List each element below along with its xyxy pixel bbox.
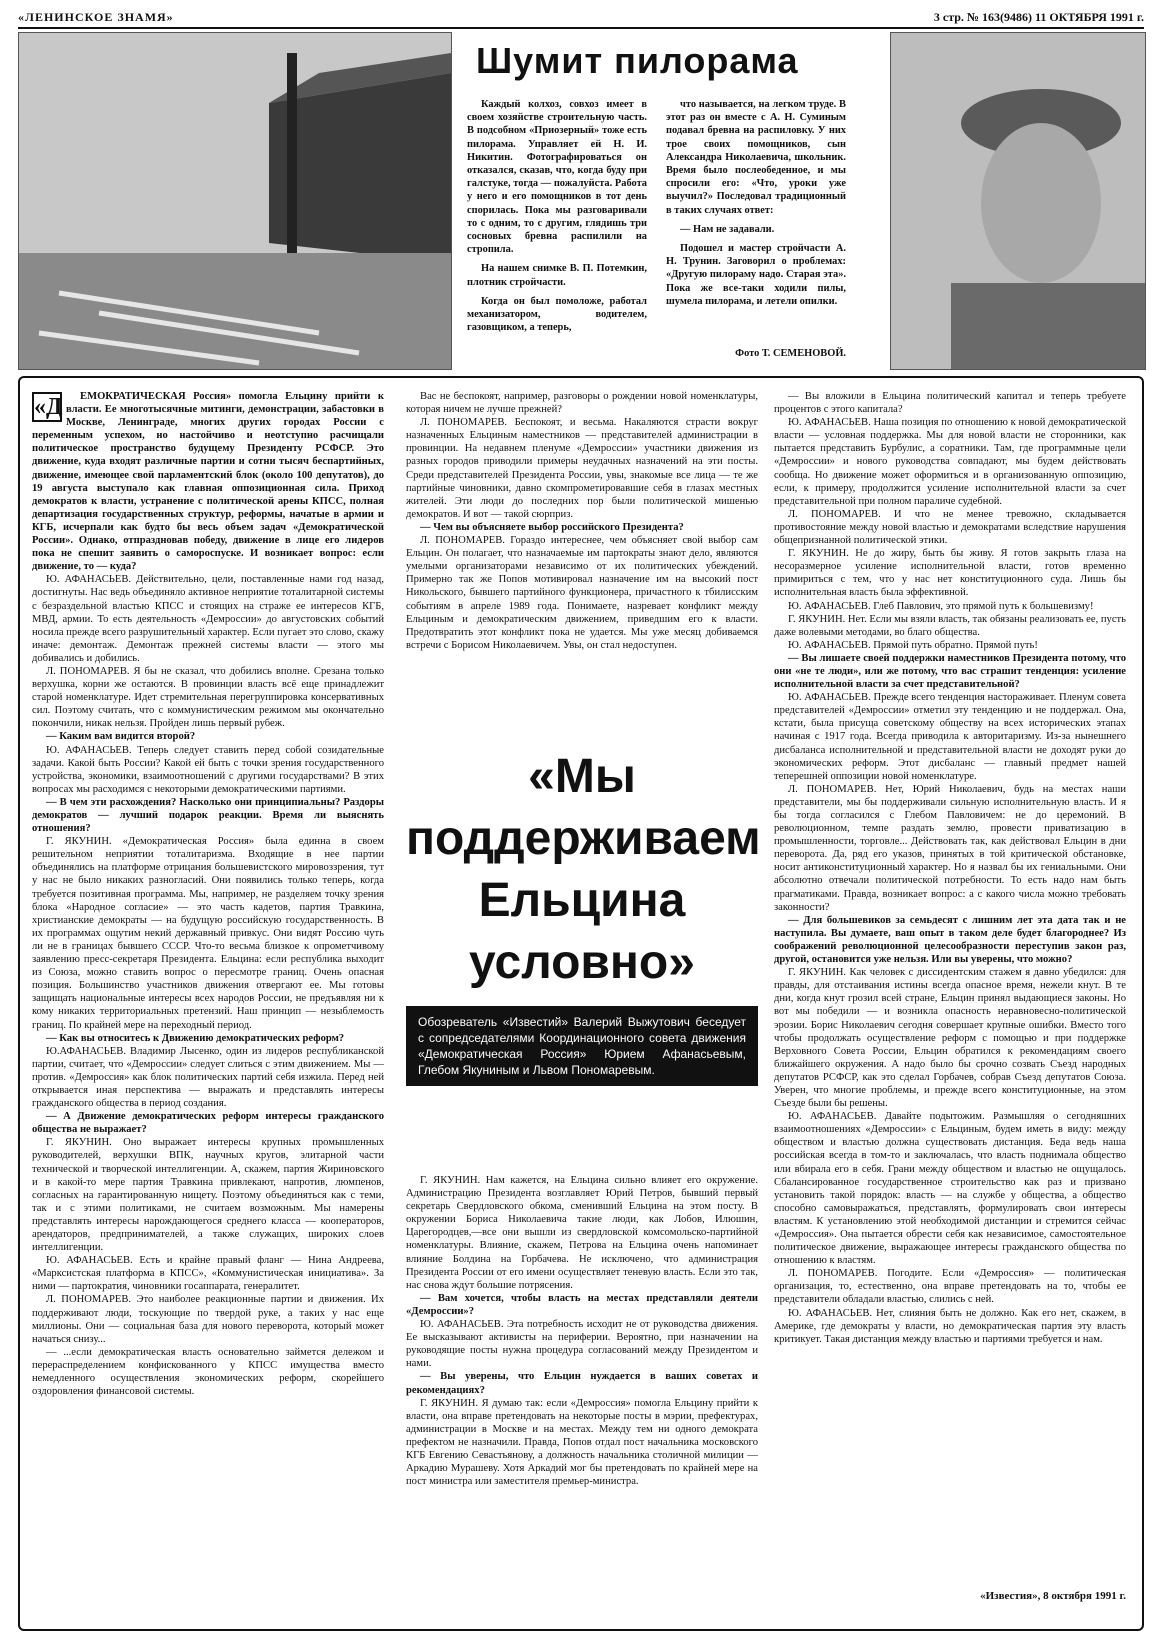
paragraph: что называется, на легком труде. В этот раз он вместе с А. Н. Суминым подавал бревна на распиловку. У них трое своих помощников, сын Александра Николаевича, школьник. Время было послеобеденное, и мы спросили его: «Что, уроки уже выучил?» Последовал традиционный в таких случаях ответ: <box>666 99 846 216</box>
interview-paragraph: Г. ЯКУНИН. Нам кажется, на Ельцина сильно влияет его окружение. Администрацию Президента возглавляет Юрий Петров, бывший первый секретарь Свердловского обкома, сменивший Ельцина на этом посту. В окружении Бориса Николаевича такие люди, как Лобов, Илюшин, Царегородцев,—все они вышли из свердловской комсомольско-партийной номенклатуры. Влияние, скажем, Петрова на Ельцина очень напоминает влияние Болдина на Горбачева. Не исключено, что администрация Президента России от его имени осуществляет теневую власть. Если это так, нас снова ждут большие потрясения. <box>406 1175 758 1291</box>
interview-paragraph: Ю. АФАНАСЬЕВ. Прямой путь обратно. Прямой путь! <box>788 639 1038 651</box>
masthead-rule <box>18 27 1144 29</box>
interview-paragraph: Г. ЯКУНИН. «Демократическая Россия» была единна в своем решительном неприятии тоталитаризма. Входящие в нее партии объединялись на платформе отрицания большевистского мировоззрения, тут у нас не было никаких разногласий. Они появились только теперь, когда требуется позитивная программа. Мы, например, не разделяем точку зрения блока «Народное согласие» — это часть кадетов, партия Травкина, христианские демократы — на будущую российскую государственность. В их программах ощутим некий державный привкус. Они видят Россию чуть ли не в границах бывшего СССР. Что-то весьма близкое к опрометчивому заявлению пресс-секретаря Президента. Ельцина: если республика выходит из Союза, можно ставить вопрос о пересмотре границ. Очень опасная позиция. Большинство участников движения отвергают ее. Мы готовы защищать национальные интересы всех народов России, не предъявляя ни к кому никаких территориальных претензий. Наш принцип — незыблемость границ. По крайней мере на переходный период. <box>32 836 384 1031</box>
interview-paragraph: Вас не беспокоят, например, разговоры о рождении новой номенклатуры, которая ничем не лучше прежней? <box>406 391 758 416</box>
interview-paragraph: Ю. АФАНАСЬЕВ. Нет, слияния быть не должно. Как его нет, скажем, в Америке, где демократы у власти, но демократическая партия эту власть критикует. Такая дистанция между властью и партиями требуется и нам. <box>774 1307 1126 1345</box>
paragraph: Подошел и мастер стройчасти А. Н. Трунин. Заговорил о проблемах: «Другую пилораму надо. Старая эта». Пока же все-таки ходили пилы, шумела пилорама, и летели опилки. <box>666 243 846 307</box>
interview-paragraph: Ю. АФАНАСЬЕВ. Теперь следует ставить перед собой созидательные задачи. Какой быть России? Какой ей быть с точки зрения государственного устройства, экономики, взаимоотношений с другими государствами? В этих вопросах мы расходимся с некоторыми демократическими партиями. <box>32 744 384 795</box>
photo-caption: На нашем снимке В. П. Потемкин, плотник стройчасти. <box>467 263 647 288</box>
photo-credit: Фото Т. СЕМЕНОВОЙ. <box>735 348 846 359</box>
interview-paragraph: Ю. АФАНАСЬЕВ. Есть и крайне правый фланг — Нина Андреева, «Марксистская платформа в КПСС», «Коммунистическая инициатива». За ними — партократия, чиновники госаппарата, генералитет. <box>32 1255 384 1293</box>
interview-paragraph: Ю. АФАНАСЬЕВ. Наша позиция по отношению к новой демократической власти — условная поддержка. Мы для новой власти не сторонники, как пытается представить Бурбулис, а соратники. Там, где программные цели «Демроссии» и нового руководства совпадают, мы будем действовать сообща. Но движение может оформиться и в организованную оппозицию, если, к примеру, продолжится усиление исполнительной власти за счет представительной при полном параличе судебной. <box>774 417 1126 507</box>
interview-question: — Каким вам видится второй? <box>46 731 196 743</box>
interview-question: — Вы лишаете своей поддержки наместников Президента потому, что они «не те люди», или же потому, что вас страшит тенденция: усиление исполнительной власти за счет представительной? <box>774 652 1126 691</box>
sawmill-article-column-2 <box>666 98 846 314</box>
interview-paragraph: Ю. АФАНАСЬЕВ. Прежде всего тенденция настораживает. Пленум совета представителей «Демроссии» отметил эту тенденцию и не поддержал. Она, кстати, была присуща советскому обществу на всех исторических этапах начиная с 1917 года. Всегда приводила к авторитаризму. Из-за нынешнего дисбаланса исполнительной и представительной власти не доходят руки до экономических реформ. Этот дисбаланс — главный предмет нашей теперешней оппозиции новой номенклатуре. <box>774 692 1126 782</box>
interview-question: — Для большевиков за семьдесят с лишним лет эта дата так и не наступила. Вы думаете, ваш опыт в таком деле будет благороднее? Из соображений революционной целесообразности переступив закон раз, другой, остановится уже нельзя. Или вы уверены, что можно? <box>774 914 1126 966</box>
interview-question: — В чем эти расхождения? Насколько они принципиальны? Раздоры демократов — лучший подарок реакции. Время ли выяснять отношения? <box>32 796 384 835</box>
interview-headline: «Мы поддерживаем Ельцина условно» <box>406 750 761 989</box>
paragraph: — Нам не задавали. <box>680 223 775 235</box>
interview-paragraph: Ю. АФАНАСЬЕВ. Эта потребность исходит не от руководства движения. Ее высказывают активисты на периферии. Вероятно, при назначении на руководящие посты нужна процедура согласований между Президентом и нами. <box>406 1319 758 1370</box>
interview-paragraph: Л. ПОНОМАРЕВ. И что не менее тревожно, складывается противостояние между новой властью и демократами вследствие нарушения общепризнанной политической этики. <box>774 508 1126 547</box>
interview-paragraph: Л. ПОНОМАРЕВ. Беспокоят, и весьма. Накаляются страсти вокруг назначенных Ельциным наместников — представителей администрации в провинции. На недавнем пленуме «Демроссии» участники движения из разных городов приводили примеры неудачных назначений на эти посты. Среди представителей Президента России, увы, знакомые все лица — те же партийные чиновники, давно скомпрометировавшие себя в глазах местных жителей. Эти люди до последних пор были политической мишенью демократов. И вот — такой сюрприз. <box>406 417 758 520</box>
interview-paragraph: — Вы вложили в Ельцина политический капитал и теперь требуете процентов с этого капитала? <box>774 391 1126 416</box>
interview-paragraph: Ю. АФАНАСЬЕВ. Глеб Павлович, это прямой путь к большевизму! <box>788 600 1094 612</box>
interview-question: — Чем вы объясняете выбор российского Президента? <box>420 521 684 533</box>
paragraph: Каждый колхоз, совхоз имеет в своем хозяйстве строительную часть. В подсобном «Приозерный» тоже есть пилорама. Управляет ей Н. И. Никитин. Фотографироваться он отказался, сказав, что, когда буду при галстуке, тогда — пожалуйста. Работа у него и его помощников в тот день спорилась. Пока мы разговаривали то с одним, то с другим, глядишь три сосновых бревна распилили на стропила. <box>467 99 647 256</box>
interview-paragraph: Л. ПОНОМАРЕВ. Гораздо интереснее, чем объясняет свой выбор сам Ельцин. Он полагает, что назначаемые им партократы знают дело, являются умелыми организаторами независимо от их политических убеждений. Примерно так же Попов мотивировал назначение им на высокий пост Никольского, бывшего партийного функционера, причастного к тбилисским событиям в апреле 1989 года. Понимаете, назревает конфликт между Ельциным и демократическим движением, приведшим его к власти. Предотвратить этот конфликт пока не удается. Мы уже месяц добиваемся встречи с Борисом Николаевичем. Увы, он стал недоступен. <box>406 535 758 651</box>
sawmill-article-column-1 <box>467 98 647 340</box>
drop-cap: «Д <box>34 394 63 420</box>
sawmill-photo <box>18 32 452 370</box>
interview-paragraph: Г. ЯКУНИН. Не до жиру, быть бы живу. Я готов закрыть глаза на несоразмерное усиление исполнительной власти, готов временно примириться с тем, что у нас нет конституционного суда. Лишь бы исполнительная власть была эффективной. <box>774 548 1126 599</box>
interview-question: ЕМОКРАТИЧЕСКАЯ Россия» помогла Ельцину прийти к власти. Ее многотысячные митинги, демонстрации, забастовки в Москве, Ленинграде, многих других городах России с переменным успехом, но настойчиво и неотступно расчищали политическое пространство будущему Президенту РСФСР. Это движение, куда входят различные партии и сотни тысяч беспартийных, движение, имеющее свой парламентский блок (около 100 депутатов), до 19 августа выступало как главная оппозиционная сила. Приход демократов к власти, устранение с политической арены КПСС, полная департизация государственных структур, реформы, начатые в армии и КГБ, исчерпали как будто бы весь объем задач «Демократической России». Однако, отпраздновав победу, движение в лице его лидеров пока не спешит заявить о самороспуске. И возникает вопрос: если движение, то — куда? <box>32 391 384 573</box>
interview-paragraph: Л. ПОНОМАРЕВ. Погодите. Если «Демроссия» — политическая организация, то, естественно, она вправе претендовать на то, чтобы ее представители обладали властью, слились с ней. <box>774 1268 1126 1306</box>
interview-paragraph: Л. ПОНОМАРЕВ. Это наиболее реакционные партии и движения. Их поддерживают люди, тоскующие по твердой руке, а таких у нас еще миллионы. Они — социальная база для нового переворота, который может начаться снизу... <box>32 1294 384 1345</box>
interview-paragraph: Г. ЯКУНИН. Я думаю так: если «Демроссия» помогла Ельцину прийти к власти, она вправе претендовать на некоторые посты в мэрии, префектурах, администрации в Москве и на местах. Между тем ни одного демократа префектом не назначили. Правда, Попов отдал пост начальника московского КГБ Евгению Севастьянову, а должность начальника столичной милиции — Аркадию Мурашеву. Хотя Аркадий мог бы претендовать по крайней мере на пост министра или заместителя премьер-министра. <box>406 1397 758 1488</box>
issue-info: 3 стр. № 163(9486) 11 ОКТЯБРЯ 1991 г. <box>933 10 1144 24</box>
interview-paragraph: Ю.АФАНАСЬЕВ. Владимир Лысенко, один из лидеров республиканской партии, считает, что «Демроссии» следует слиться с этим движением. Мы — против. «Демроссия» как блок политических партий себя изжила. Перед ней открывается иная перспектива — выражать и представлять интересы гражданского общества в период создания. <box>32 1045 384 1110</box>
interview-column-2-bottom <box>406 1174 758 1614</box>
interview-question: — Как вы относитесь к Движению демократических реформ? <box>46 1032 345 1044</box>
newspaper-name: «ЛЕНИНСКОЕ ЗНАМЯ» <box>18 10 174 24</box>
interview-paragraph: Л. ПОНОМАРЕВ. Я бы не сказал, что добились вполне. Срезана только верхушка, корни же остаются. В провинции власть всё еще принадлежит старой номенклатуре. Идет стремительная перегруппировка консервативных сил. Поэтому считать, что с коммунистическим режимом мы окончательно покончили, никак нельзя. Пройден лишь первый рубеж. <box>32 665 384 730</box>
interview-question: — А Движение демократических реформ интересы гражданского общества не выражает? <box>32 1111 384 1136</box>
interview-paragraph: Ю. АФАНАСЬЕВ. Давайте подытожим. Размышляя о сегодняшних взаимоотношениях «Демроссии» с Ельциным, будем иметь в виду: между обществом и властью должна существовать дистанция. Беда ведь наша российская всегда в том-то и заключалась, что власть поднимала общество или вбирала его в себя. Грани между обществом и властью не ощущалось. Сбалансированное государственное строительство как раз и призвано установить такой порядок: власть — на службе у общества, а общество способно самовыражаться, представлять, формулировать свои интересы властям. К установлению этой необходимой дистанции и стремится сейчас «Демроссия». Она пытается обрести себя как независимое, самостоятельное политическое движение, выражающее интересы гражданского общества по отношению к властям. <box>774 1111 1126 1267</box>
source-signoff: «Известия», 8 октября 1991 г. <box>980 1590 1126 1602</box>
sawmill-article-title: Шумит пилорама <box>476 40 799 81</box>
interview-paragraph: Г. ЯКУНИН. Оно выражает интересы крупных промышленных руководителей, верхушки ВПК, научных кругов, элитарной части технической и творческой интеллигенции. А, скажем, партия Жириновского и в какой-то мере партия Травкина привлекают, напротив, люмпенов, согласных на гарантированную нищету. Поэтому объединяться как с теми, так и с этими политиками, не считаем возможным. Мы намерены представлять интересы нарождающегося среднего класса — кооператоров, арендаторов, предпринимателей, а также служащих, широких слоев интеллигенции. <box>32 1137 384 1254</box>
interview-column-1 <box>32 390 384 1622</box>
interview-paragraph: Л. ПОНОМАРЕВ. Нет, Юрий Николаевич, будь на местах наши представители, мы бы поддерживали сильную исполнительную власть. И я бы тогда согласился с Глебом Павловичем: не до церемоний. В революционном, темпе раздать землю, провести приватизацию в промышленности, торговле... Действовать так, как действовал Ельцин в дни переворота. Да, ряд его указов, принятых в той критической обстановке, носит антиконституционный характер. Но я назвал бы их гениальными. Они абсолютно отвечали политической потребности. То есть надо нам быть прагматиками. Правда, возникает вопрос: а с какого числа можно требовать законности? <box>774 783 1126 913</box>
interview-question: — Вы уверены, что Ельцин нуждается в ваших советах и рекомендациях? <box>406 1371 758 1396</box>
interview-column-3 <box>774 390 1126 1585</box>
interview-column-2-top <box>406 390 758 730</box>
paragraph: Когда он был помоложе, работал механизатором, водителем, газовщиком, а теперь, <box>467 295 647 334</box>
interview-lead: Обозреватель «Известий» Валерий Выжутович беседует с сопредседателями Координационного совета движения «Демократическая Россия» Юрием Афанасьевым, Глебом Якуниным и Львом Пономаревым. <box>406 1006 758 1086</box>
interview-question: — Вам хочется, чтобы власть на местах представляли деятели «Демроссии»? <box>406 1292 758 1317</box>
interview-paragraph: — ...если демократическая власть основательно займется дележом и перераспределением конфискованного у КПСС имущества вместо немедленного осуществления экономических реформ, скорейшего оздоровления финансовой системы. <box>32 1346 384 1398</box>
carpenter-portrait-photo <box>890 32 1146 370</box>
interview-paragraph: Г. ЯКУНИН. Нет. Если мы взяли власть, так обязаны реализовать ее, пусть даже волевыми методами, во благо общества. <box>774 613 1126 638</box>
interview-paragraph: Г. ЯКУНИН. Как человек с диссидентским стажем я давно убедился: для правды, для отстаивания истины всегда опасное время, нежели кнут. В те дни, когда кнут грозил всей стране, Ельцин принял выдающиеся законы. Но вот мы победили — и возникла опасность неравновесно-политической эрозии. Борис Николаевич сегодня совершает крупные ошибки. Вместо того чтобы продолжать осуществление реформ с помощью и при поддержке Верховного Совета России, Ельцин обратился к рекомендациям своего ближайшего окружения. А надо было бы срочно созвать Съезд народных депутатов РСФСР, как это сделал Горбачев, собрав Съезд депутатов Союза. Уверен, что многие проблемы, и прежде всего конституционные, на этом Съезде были бы решены. <box>774 967 1126 1110</box>
interview-paragraph: Ю. АФАНАСЬЕВ. Действительно, цели, поставленные нами год назад, достигнуты. Нас ведь объединяло активное неприятие тоталитарной системы с безраздельной властью КПСС и стоящих на страже ее интересов КГБ, МВД, армии. То есть деятельность «Демроссии» до августовских событий носила прежде всего разрушительный характер. Если пугает это слово, скажу иначе: демонтаж. Демонтаж прежней системы власти — этого мы добивались и добились. <box>32 574 384 664</box>
